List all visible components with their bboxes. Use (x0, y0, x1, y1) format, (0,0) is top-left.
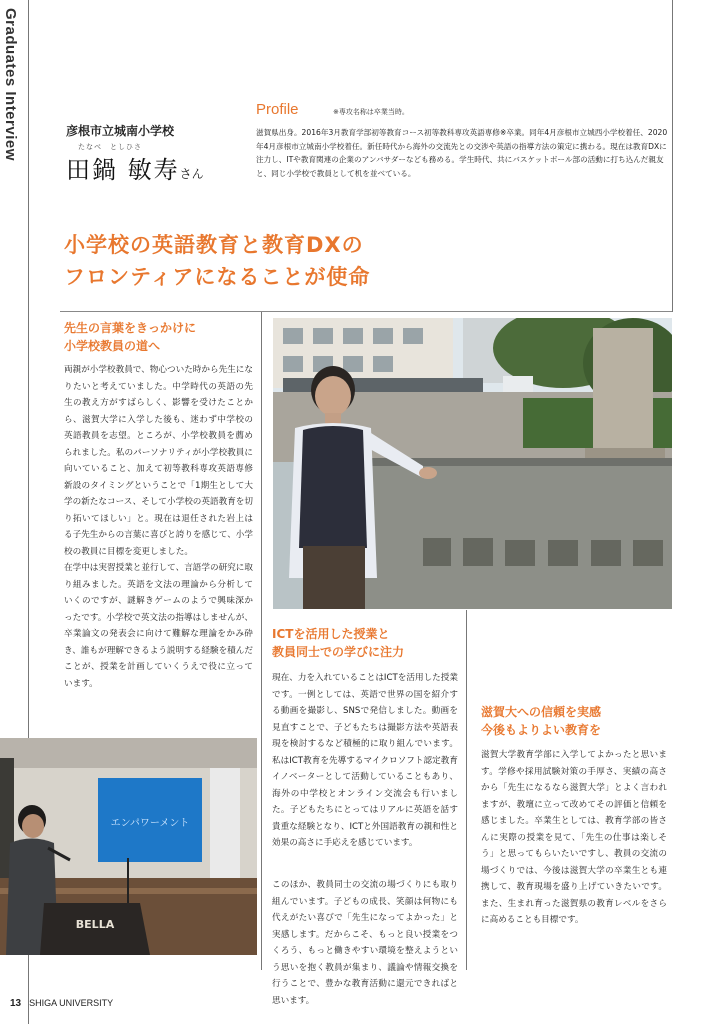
section2-title: ICTを活用した授業と 教員同士での学びに注力 (272, 627, 405, 659)
rule-top (60, 311, 672, 312)
headline: 小学校の英語教育と教育DXの フロンティアになることが使命 (64, 233, 371, 289)
section3-body: 滋賀大学教育学部に入学してよかったと思います。学修や採用試験対策の手厚さ、実績の高さから「先生になるなら滋賀大学」とよく言われますが、教壇に立って改めてその評価と信頼を感じました。卒業生としては、教育学部の皆さんに実際の授業を見て、「先生の仕事は楽しそう」と思ってもらいたいですし、教員の交流の場づくりでは、今後は滋賀大学の卒業生とも連携して、教育現場を盛り上げていきたいです。また、生まれ育った滋賀県の教育レベルをさらに高めることも目標です。 (481, 750, 667, 925)
podium-text: BELLA (75, 918, 115, 931)
side-label: Graduates Interview (2, 8, 19, 161)
profile-heading: Profile (256, 101, 299, 118)
name-ruby: たなべ としひさ (78, 143, 142, 151)
person-name: 田鍋 敏寿さん (66, 156, 204, 184)
teacher-photo (273, 318, 672, 609)
section1-body: 両親が小学校教員で、物心ついた時から先生になりたいと考えていました。中学時代の英語の先生の教え方がすばらしく、影響を受けたことから、滋賀大学に入学した後も、迷わず中学校の英語教員を志望。ところが、小学校教員を薦められました。私のパーソナリティが小学校教員に向いていること、加えて初等教科専攻英語専修新設のタイミングということで「1期生として大学の新たなコース、そして小学校の英語教育を切り拓いてほしい」と。現在は退任された岩上はる子先生からの言葉に喜びと誇りを感じて、小学校の教員に目標を変更しました。 在学中は実習授業と並行して、言語学の研究に取り組みました。英語を文法の理論から分析していくのですが、謎解きゲームのようで興味深かったです。小学校で英文法の指導はしませんが、卒業論文の発表会に向けて難解な理論をかみ砕き、誰もが理解できるよう説明する経験を積んだことが、授業を計画していくうえで役に立っています。 (64, 365, 253, 689)
profile-note: ※専攻名称は卒業当時。 (333, 108, 409, 116)
section2-body: 現在、力を入れていることはICTを活用した授業です。一例としては、英語で世界の国を紹介する動画を撮影し、SNSで発信しました。動画を見直すことで、子どもたちは撮影方法や英語表現を検討するなど積極的に取り組んでいます。私はICT教育を先導するマイクロソフト認定教育イノベーターとして活動していることもあり、海外の中学校とオンライン交流会も行いました。子どもたちにとってはリアルに英語を話す貴重な経験となり、ICTと外国語教育の親和性と効果の高さに手応えを感じています。 (272, 673, 458, 848)
footer: 13 SHIGA UNIVERSITY (10, 998, 114, 1009)
divider-col3 (466, 610, 467, 970)
section3-title: 滋賀大への信頼を実感 今後もよりよい教育を (481, 705, 602, 737)
section2-body-cont: このほか、教員同士の交流の場づくりにも取り組んでいます。子どもの成長、笑顔は何物にも代えがたい喜びで「先生になってよかった」と実感します。だからこそ、もっと良い授業をつくろう、もっと働きやすい環境を整えようという思いを抱く教員が集まり、議論や情報交換を行うことで、豊かな教育活動に還元できればと思います。 (272, 880, 458, 1006)
divider-right (672, 0, 673, 312)
school-name: 彦根市立城南小学校 (66, 124, 175, 138)
section1-title: 先生の言葉をきっかけに 小学校教員の道へ (64, 321, 197, 353)
profile-text: 滋賀県出身。2016年3月教育学部初等教育コース初等教科専攻英語専修※卒業。同年4月彦根市立城西小学校着任、2020年4月彦根市立城南小学校着任。新任時代から海外の交流先との交渉や英語の指導方法の策定に携わる。現在は教育DXに注力し、ITや教育関連の企業のアンバサダーなども務める。学生時代、共にバスケットボール部の活動に打ち込んだ親友と、同じ小学校で教員として机を並べている。 (256, 128, 668, 178)
divider-col2 (261, 610, 262, 970)
screen-text: エンパワーメント (110, 818, 190, 829)
stage-photo (0, 738, 257, 955)
